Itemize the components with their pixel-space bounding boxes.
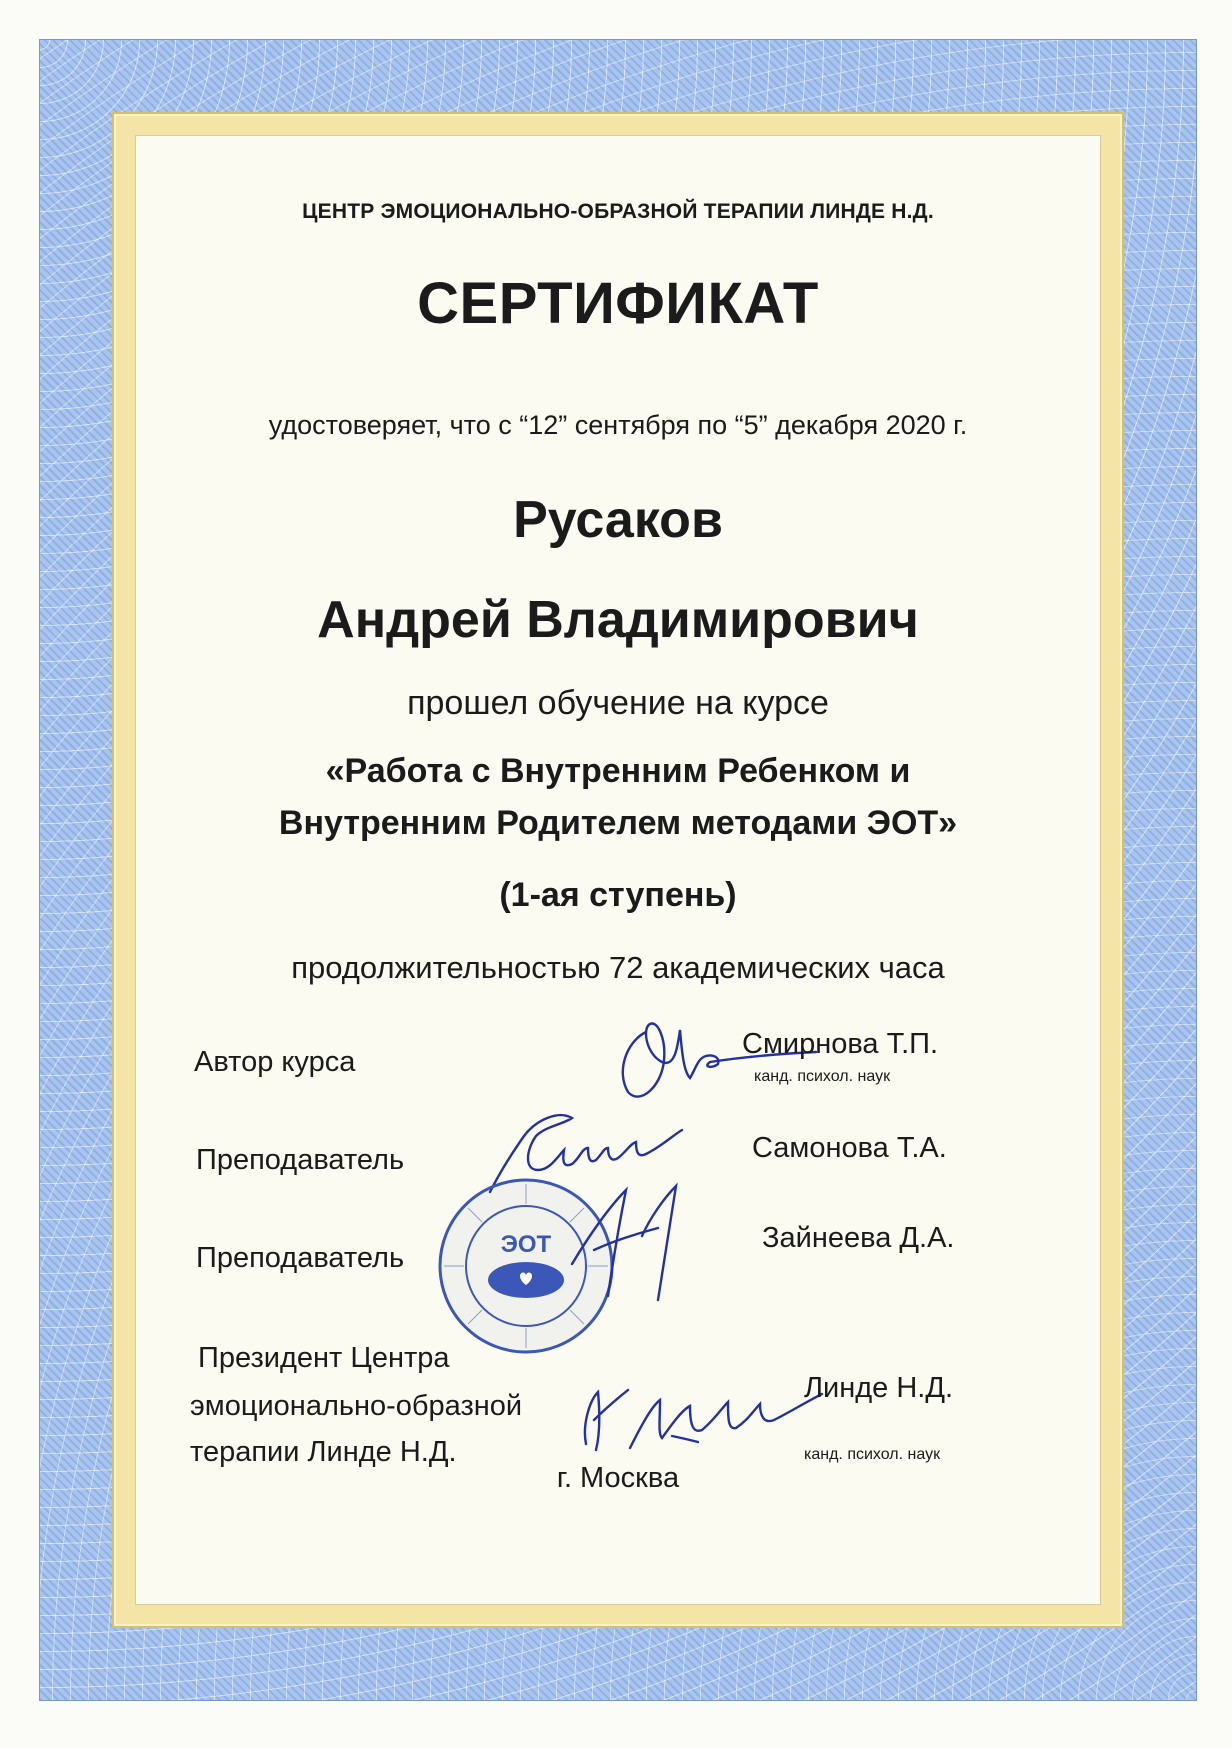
role-president-line-1: Президент Центра	[198, 1342, 450, 1374]
course-title-line-2: Внутренним Родителем методами ЭОТ»	[278, 804, 958, 842]
signature-linde	[556, 1354, 846, 1464]
name-zayneeva: Зайнеева Д.А.	[762, 1222, 955, 1254]
course-title-line-1: «Работа с Внутренним Ребенком и	[325, 752, 911, 790]
city: г. Москва	[556, 1462, 680, 1494]
signature-zayneeva	[546, 1176, 736, 1306]
certificate-title: СЕРТИФИКАТ	[417, 271, 819, 336]
recipient-last-name: Русаков	[513, 491, 723, 549]
seal-abbreviation: ЭОТ	[500, 1231, 552, 1258]
organization-name: ЦЕНТР ЭМОЦИОНАЛЬНО-ОБРАЗНОЙ ТЕРАПИИ ЛИНДЕ Н.Д.	[302, 200, 934, 223]
name-samonova: Самонова Т.А.	[752, 1132, 947, 1164]
role-course-author: Автор курса	[194, 1046, 356, 1078]
course-stage: (1-ая ступень)	[499, 876, 737, 914]
name-linde: Линде Н.Д.	[804, 1372, 954, 1404]
course-duration: продолжительностью 72 академических часа	[291, 950, 945, 985]
name-smirnova: Смирнова Т.П.	[742, 1028, 939, 1060]
certificate-outer-border	[40, 40, 1196, 1700]
role-teacher-1: Преподаватель	[196, 1144, 405, 1176]
degree-linde: канд. психол. наук	[804, 1446, 941, 1463]
role-teacher-2: Преподаватель	[196, 1242, 405, 1274]
degree-smirnova: канд. психол. наук	[754, 1068, 891, 1085]
certificate-body	[136, 136, 1100, 1604]
certificate-gold-frame	[112, 112, 1124, 1628]
passed-line: прошел обучение на курсе	[407, 684, 829, 722]
role-president-line-2: эмоционально-образной	[190, 1390, 523, 1422]
attest-line: удостоверяет, что с “12” сентября по “5” декабря 2020 г.	[268, 410, 968, 440]
role-president-line-3: терапии Линде Н.Д.	[190, 1436, 457, 1468]
recipient-first-names: Андрей Владимирович	[317, 591, 919, 649]
